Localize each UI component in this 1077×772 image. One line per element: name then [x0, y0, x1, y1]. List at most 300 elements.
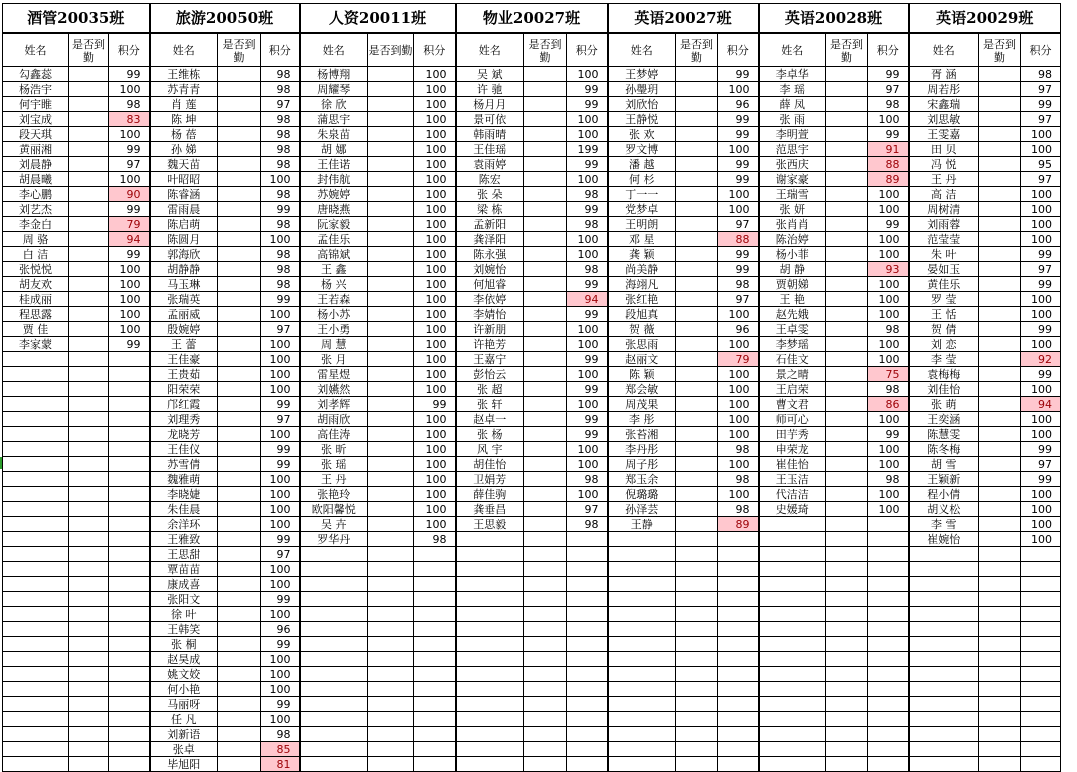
score-cell[interactable]: 98: [261, 82, 300, 97]
attendance-cell[interactable]: [826, 697, 868, 712]
attendance-cell[interactable]: [524, 637, 567, 652]
attendance-cell[interactable]: [368, 667, 414, 682]
score-cell[interactable]: 99: [718, 67, 759, 82]
attendance-cell[interactable]: [676, 292, 718, 307]
score-cell[interactable]: [1021, 562, 1061, 577]
attendance-cell[interactable]: [524, 607, 567, 622]
score-cell[interactable]: [1021, 667, 1061, 682]
class-title[interactable]: 旅游20050班: [150, 4, 300, 34]
attendance-cell[interactable]: [676, 172, 718, 187]
student-name-cell[interactable]: 田 贝: [909, 142, 979, 157]
score-cell[interactable]: 100: [414, 127, 456, 142]
score-cell[interactable]: [868, 682, 909, 697]
attendance-cell[interactable]: [676, 412, 718, 427]
score-cell[interactable]: [1021, 592, 1061, 607]
student-name-cell[interactable]: 何 杉: [608, 172, 676, 187]
attendance-cell[interactable]: [218, 427, 261, 442]
score-cell[interactable]: 90: [109, 187, 150, 202]
student-name-cell[interactable]: 张 欢: [608, 127, 676, 142]
attendance-cell[interactable]: [524, 682, 567, 697]
student-name-cell[interactable]: 孟佳乐: [300, 232, 368, 247]
score-cell[interactable]: [1021, 652, 1061, 667]
score-cell[interactable]: [718, 547, 759, 562]
student-name-cell[interactable]: [608, 757, 676, 772]
attendance-cell[interactable]: [368, 67, 414, 82]
score-cell[interactable]: 100: [261, 307, 300, 322]
student-name-cell[interactable]: [456, 742, 524, 757]
attendance-cell[interactable]: [69, 187, 109, 202]
score-cell[interactable]: 99: [1021, 97, 1061, 112]
score-cell[interactable]: 100: [868, 292, 909, 307]
score-cell[interactable]: 99: [261, 292, 300, 307]
score-cell[interactable]: [414, 712, 456, 727]
student-name-cell[interactable]: 刘孝辉: [300, 397, 368, 412]
attendance-cell[interactable]: [979, 757, 1021, 772]
score-cell[interactable]: 100: [261, 232, 300, 247]
score-cell[interactable]: [414, 577, 456, 592]
score-cell[interactable]: [109, 397, 150, 412]
class-title[interactable]: 物业20027班: [456, 4, 608, 34]
score-cell[interactable]: [1021, 712, 1061, 727]
score-cell[interactable]: 98: [567, 262, 608, 277]
score-cell[interactable]: 100: [567, 457, 608, 472]
student-name-cell[interactable]: 杨月月: [456, 97, 524, 112]
student-name-cell[interactable]: 彭怡云: [456, 367, 524, 382]
score-cell[interactable]: 99: [567, 412, 608, 427]
student-name-cell[interactable]: 孙泽芸: [608, 502, 676, 517]
student-name-cell[interactable]: 朱佳晨: [150, 502, 218, 517]
score-cell[interactable]: 100: [718, 307, 759, 322]
attendance-cell[interactable]: [676, 562, 718, 577]
student-name-cell[interactable]: [3, 592, 69, 607]
attendance-cell[interactable]: [69, 82, 109, 97]
attendance-cell[interactable]: [218, 157, 261, 172]
score-cell[interactable]: 100: [414, 412, 456, 427]
student-name-cell[interactable]: [759, 607, 826, 622]
student-name-cell[interactable]: 孟丽威: [150, 307, 218, 322]
student-name-cell[interactable]: [456, 592, 524, 607]
attendance-cell[interactable]: [218, 412, 261, 427]
score-cell[interactable]: [1021, 682, 1061, 697]
score-cell[interactable]: 100: [1021, 187, 1061, 202]
attendance-cell[interactable]: [69, 412, 109, 427]
attendance-cell[interactable]: [826, 157, 868, 172]
student-name-cell[interactable]: 覃苗苗: [150, 562, 218, 577]
attendance-cell[interactable]: [218, 187, 261, 202]
attendance-cell[interactable]: [69, 652, 109, 667]
student-name-cell[interactable]: 何宇睢: [3, 97, 69, 112]
attendance-cell[interactable]: [368, 682, 414, 697]
attendance-cell[interactable]: [979, 217, 1021, 232]
score-cell[interactable]: 100: [261, 577, 300, 592]
attendance-cell[interactable]: [218, 577, 261, 592]
student-name-cell[interactable]: [759, 742, 826, 757]
attendance-cell[interactable]: [524, 487, 567, 502]
score-cell[interactable]: [414, 652, 456, 667]
score-cell[interactable]: 100: [1021, 292, 1061, 307]
attendance-cell[interactable]: [69, 172, 109, 187]
student-name-cell[interactable]: [608, 607, 676, 622]
score-header[interactable]: 积分: [868, 33, 909, 67]
score-cell[interactable]: [109, 442, 150, 457]
student-name-cell[interactable]: [909, 607, 979, 622]
attendance-cell[interactable]: [826, 502, 868, 517]
score-cell[interactable]: [718, 712, 759, 727]
student-name-cell[interactable]: 黄佳乐: [909, 277, 979, 292]
score-cell[interactable]: 100: [868, 442, 909, 457]
score-cell[interactable]: [109, 382, 150, 397]
score-cell[interactable]: [868, 697, 909, 712]
attendance-cell[interactable]: [524, 412, 567, 427]
attendance-cell[interactable]: [218, 487, 261, 502]
score-cell[interactable]: 99: [1021, 442, 1061, 457]
student-name-cell[interactable]: 杨浩宇: [3, 82, 69, 97]
attendance-cell[interactable]: [676, 532, 718, 547]
score-cell[interactable]: [718, 577, 759, 592]
student-name-cell[interactable]: 桂成丽: [3, 292, 69, 307]
student-name-cell[interactable]: 毕旭阳: [150, 757, 218, 772]
student-name-cell[interactable]: 谢家豪: [759, 172, 826, 187]
student-name-cell[interactable]: 杨 兴: [300, 277, 368, 292]
score-cell[interactable]: 100: [1021, 202, 1061, 217]
student-name-cell[interactable]: 胡 雪: [909, 457, 979, 472]
score-cell[interactable]: 100: [414, 97, 456, 112]
attendance-cell[interactable]: [368, 247, 414, 262]
score-cell[interactable]: [414, 622, 456, 637]
score-cell[interactable]: 98: [261, 187, 300, 202]
attendance-cell[interactable]: [524, 127, 567, 142]
score-cell[interactable]: 99: [261, 637, 300, 652]
score-cell[interactable]: 100: [414, 157, 456, 172]
student-name-cell[interactable]: 李 雪: [909, 517, 979, 532]
class-title[interactable]: 英语20028班: [759, 4, 909, 34]
student-name-cell[interactable]: [456, 652, 524, 667]
attendance-cell[interactable]: [69, 532, 109, 547]
student-name-cell[interactable]: 王雅致: [150, 532, 218, 547]
score-cell[interactable]: 100: [1021, 232, 1061, 247]
score-cell[interactable]: 99: [718, 127, 759, 142]
score-cell[interactable]: 100: [718, 397, 759, 412]
student-name-cell[interactable]: 王若森: [300, 292, 368, 307]
score-cell[interactable]: 100: [261, 682, 300, 697]
student-name-cell[interactable]: 景之晴: [759, 367, 826, 382]
score-cell[interactable]: 100: [261, 472, 300, 487]
attendance-cell[interactable]: [368, 427, 414, 442]
score-cell[interactable]: 99: [567, 202, 608, 217]
score-cell[interactable]: [567, 547, 608, 562]
student-name-cell[interactable]: 周若彤: [909, 82, 979, 97]
student-name-cell[interactable]: [909, 727, 979, 742]
score-cell[interactable]: [567, 652, 608, 667]
name-header[interactable]: 姓名: [300, 33, 368, 67]
student-name-cell[interactable]: 张瑞英: [150, 292, 218, 307]
student-name-cell[interactable]: 王奕涵: [909, 412, 979, 427]
attendance-cell[interactable]: [979, 547, 1021, 562]
attendance-cell[interactable]: [676, 757, 718, 772]
score-cell[interactable]: 99: [109, 337, 150, 352]
attendance-cell[interactable]: [826, 727, 868, 742]
student-name-cell[interactable]: 王韩笑: [150, 622, 218, 637]
attendance-cell[interactable]: [826, 682, 868, 697]
score-cell[interactable]: 100: [718, 142, 759, 157]
attendance-cell[interactable]: [676, 577, 718, 592]
student-name-cell[interactable]: 周耀琴: [300, 82, 368, 97]
score-cell[interactable]: 100: [261, 502, 300, 517]
student-name-cell[interactable]: 张 超: [456, 382, 524, 397]
student-name-cell[interactable]: 贺 倩: [909, 322, 979, 337]
name-header[interactable]: 姓名: [150, 33, 218, 67]
score-cell[interactable]: 100: [1021, 517, 1061, 532]
attendance-cell[interactable]: [218, 112, 261, 127]
score-cell[interactable]: 100: [109, 322, 150, 337]
student-name-cell[interactable]: 石佳文: [759, 352, 826, 367]
student-name-cell[interactable]: 刘思敏: [909, 112, 979, 127]
attendance-cell[interactable]: [676, 142, 718, 157]
student-name-cell[interactable]: [608, 532, 676, 547]
student-name-cell[interactable]: 胡友欢: [3, 277, 69, 292]
score-cell[interactable]: 98: [718, 502, 759, 517]
attendance-cell[interactable]: [524, 547, 567, 562]
student-name-cell[interactable]: [3, 547, 69, 562]
attendance-cell[interactable]: [979, 112, 1021, 127]
attendance-cell[interactable]: [676, 337, 718, 352]
student-name-cell[interactable]: 王佳仪: [150, 442, 218, 457]
student-name-cell[interactable]: 阳荣荣: [150, 382, 218, 397]
score-cell[interactable]: [109, 577, 150, 592]
score-cell[interactable]: 100: [414, 247, 456, 262]
student-name-cell[interactable]: 许 驰: [456, 82, 524, 97]
name-header[interactable]: 姓名: [909, 33, 979, 67]
attendance-cell[interactable]: [69, 262, 109, 277]
student-name-cell[interactable]: 陈慧雯: [909, 427, 979, 442]
score-cell[interactable]: 100: [109, 82, 150, 97]
attendance-cell[interactable]: [826, 187, 868, 202]
attendance-cell[interactable]: [979, 502, 1021, 517]
score-cell[interactable]: 100: [414, 232, 456, 247]
student-name-cell[interactable]: 张卓: [150, 742, 218, 757]
student-name-cell[interactable]: 勾鑫蕊: [3, 67, 69, 82]
attendance-cell[interactable]: [676, 232, 718, 247]
student-name-cell[interactable]: [3, 577, 69, 592]
attendance-cell[interactable]: [826, 247, 868, 262]
student-name-cell[interactable]: 党梦卓: [608, 202, 676, 217]
score-cell[interactable]: [868, 532, 909, 547]
score-cell[interactable]: 100: [261, 652, 300, 667]
attendance-cell[interactable]: [676, 97, 718, 112]
attendance-cell[interactable]: [69, 607, 109, 622]
student-name-cell[interactable]: 封伟航: [300, 172, 368, 187]
score-cell[interactable]: 100: [261, 352, 300, 367]
student-name-cell[interactable]: [608, 637, 676, 652]
attendance-cell[interactable]: [826, 607, 868, 622]
student-name-cell[interactable]: [300, 712, 368, 727]
score-cell[interactable]: [109, 412, 150, 427]
score-cell[interactable]: 100: [414, 337, 456, 352]
attendance-cell[interactable]: [979, 697, 1021, 712]
student-name-cell[interactable]: 李明萱: [759, 127, 826, 142]
score-cell[interactable]: 98: [868, 322, 909, 337]
attendance-cell[interactable]: [524, 187, 567, 202]
attendance-cell[interactable]: [826, 307, 868, 322]
student-name-cell[interactable]: [759, 667, 826, 682]
attendance-cell[interactable]: [368, 127, 414, 142]
score-cell[interactable]: 100: [414, 262, 456, 277]
attendance-cell[interactable]: [69, 622, 109, 637]
score-cell[interactable]: [414, 637, 456, 652]
score-header[interactable]: 积分: [261, 33, 300, 67]
score-cell[interactable]: [109, 502, 150, 517]
attendance-cell[interactable]: [826, 577, 868, 592]
attendance-cell[interactable]: [524, 517, 567, 532]
score-cell[interactable]: 97: [868, 82, 909, 97]
student-name-cell[interactable]: 师可心: [759, 412, 826, 427]
attendance-cell[interactable]: [69, 562, 109, 577]
student-name-cell[interactable]: 刘雨蓉: [909, 217, 979, 232]
score-cell[interactable]: 100: [414, 487, 456, 502]
student-name-cell[interactable]: [3, 562, 69, 577]
student-name-cell[interactable]: 张 雨: [759, 112, 826, 127]
score-cell[interactable]: 100: [1021, 217, 1061, 232]
score-cell[interactable]: 100: [718, 487, 759, 502]
score-cell[interactable]: 97: [261, 412, 300, 427]
score-cell[interactable]: 100: [261, 382, 300, 397]
student-name-cell[interactable]: [909, 682, 979, 697]
score-cell[interactable]: [868, 577, 909, 592]
score-cell[interactable]: [109, 532, 150, 547]
attendance-cell[interactable]: [218, 472, 261, 487]
score-cell[interactable]: 100: [261, 607, 300, 622]
student-name-cell[interactable]: [3, 742, 69, 757]
score-cell[interactable]: 100: [261, 712, 300, 727]
student-name-cell[interactable]: 张苔湘: [608, 427, 676, 442]
score-cell[interactable]: [109, 367, 150, 382]
student-name-cell[interactable]: [608, 712, 676, 727]
attendance-header[interactable]: 是否到勤: [826, 33, 868, 67]
attendance-cell[interactable]: [69, 667, 109, 682]
student-name-cell[interactable]: 李 莹: [909, 352, 979, 367]
student-name-cell[interactable]: [456, 577, 524, 592]
student-name-cell[interactable]: 刘嬿然: [300, 382, 368, 397]
score-cell[interactable]: 99: [109, 142, 150, 157]
score-cell[interactable]: 100: [414, 277, 456, 292]
score-cell[interactable]: 100: [414, 112, 456, 127]
attendance-cell[interactable]: [979, 562, 1021, 577]
score-cell[interactable]: [109, 352, 150, 367]
score-cell[interactable]: 100: [868, 202, 909, 217]
attendance-cell[interactable]: [826, 622, 868, 637]
score-cell[interactable]: 99: [109, 67, 150, 82]
score-cell[interactable]: 97: [261, 322, 300, 337]
attendance-cell[interactable]: [676, 517, 718, 532]
score-cell[interactable]: 100: [567, 397, 608, 412]
attendance-cell[interactable]: [218, 547, 261, 562]
student-name-cell[interactable]: 朱泉苗: [300, 127, 368, 142]
student-name-cell[interactable]: 刘婉怡: [456, 262, 524, 277]
score-cell[interactable]: 75: [868, 367, 909, 382]
score-cell[interactable]: 97: [718, 217, 759, 232]
student-name-cell[interactable]: [608, 742, 676, 757]
student-name-cell[interactable]: 王思甜: [150, 547, 218, 562]
attendance-cell[interactable]: [218, 172, 261, 187]
attendance-cell[interactable]: [368, 322, 414, 337]
score-cell[interactable]: 97: [261, 547, 300, 562]
score-cell[interactable]: 99: [718, 262, 759, 277]
student-name-cell[interactable]: 蒲思宇: [300, 112, 368, 127]
score-cell[interactable]: 79: [109, 217, 150, 232]
score-cell[interactable]: 100: [261, 172, 300, 187]
attendance-cell[interactable]: [979, 622, 1021, 637]
score-cell[interactable]: 97: [1021, 172, 1061, 187]
student-name-cell[interactable]: 赵先娥: [759, 307, 826, 322]
score-cell[interactable]: [109, 682, 150, 697]
attendance-cell[interactable]: [69, 202, 109, 217]
score-cell[interactable]: [718, 622, 759, 637]
attendance-cell[interactable]: [979, 637, 1021, 652]
student-name-cell[interactable]: 吴 卉: [300, 517, 368, 532]
score-cell[interactable]: 100: [414, 352, 456, 367]
student-name-cell[interactable]: [759, 547, 826, 562]
attendance-cell[interactable]: [676, 727, 718, 742]
attendance-cell[interactable]: [676, 652, 718, 667]
score-cell[interactable]: 91: [868, 142, 909, 157]
score-cell[interactable]: [868, 622, 909, 637]
student-name-cell[interactable]: 郑会敏: [608, 382, 676, 397]
score-cell[interactable]: [567, 667, 608, 682]
class-title[interactable]: 人资20011班: [300, 4, 456, 34]
student-name-cell[interactable]: 陈圆月: [150, 232, 218, 247]
attendance-cell[interactable]: [826, 112, 868, 127]
student-name-cell[interactable]: 王卓雯: [759, 322, 826, 337]
score-cell[interactable]: 99: [567, 307, 608, 322]
attendance-cell[interactable]: [524, 352, 567, 367]
score-cell[interactable]: 100: [261, 562, 300, 577]
student-name-cell[interactable]: 张红艳: [608, 292, 676, 307]
student-name-cell[interactable]: [3, 712, 69, 727]
attendance-cell[interactable]: [676, 457, 718, 472]
attendance-cell[interactable]: [676, 217, 718, 232]
score-cell[interactable]: [1021, 622, 1061, 637]
student-name-cell[interactable]: [3, 352, 69, 367]
score-cell[interactable]: 100: [1021, 502, 1061, 517]
attendance-cell[interactable]: [69, 382, 109, 397]
student-name-cell[interactable]: 赵卓一: [456, 412, 524, 427]
attendance-cell[interactable]: [69, 142, 109, 157]
attendance-cell[interactable]: [218, 592, 261, 607]
score-cell[interactable]: 99: [261, 397, 300, 412]
student-name-cell[interactable]: [456, 607, 524, 622]
student-name-cell[interactable]: 陈治婷: [759, 232, 826, 247]
attendance-cell[interactable]: [69, 292, 109, 307]
attendance-cell[interactable]: [524, 577, 567, 592]
student-name-cell[interactable]: 周茂果: [608, 397, 676, 412]
score-cell[interactable]: [109, 457, 150, 472]
student-name-cell[interactable]: 罗 莹: [909, 292, 979, 307]
student-name-cell[interactable]: 王佳瑶: [456, 142, 524, 157]
score-cell[interactable]: 100: [414, 367, 456, 382]
score-cell[interactable]: 100: [414, 427, 456, 442]
student-name-cell[interactable]: 赵丽文: [608, 352, 676, 367]
attendance-cell[interactable]: [368, 502, 414, 517]
score-cell[interactable]: 100: [414, 322, 456, 337]
attendance-cell[interactable]: [368, 82, 414, 97]
score-cell[interactable]: [718, 562, 759, 577]
student-name-cell[interactable]: [3, 457, 69, 472]
score-cell[interactable]: 98: [109, 97, 150, 112]
attendance-header[interactable]: 是否到勤: [218, 33, 261, 67]
score-cell[interactable]: 100: [1021, 337, 1061, 352]
attendance-cell[interactable]: [979, 592, 1021, 607]
score-cell[interactable]: [868, 667, 909, 682]
